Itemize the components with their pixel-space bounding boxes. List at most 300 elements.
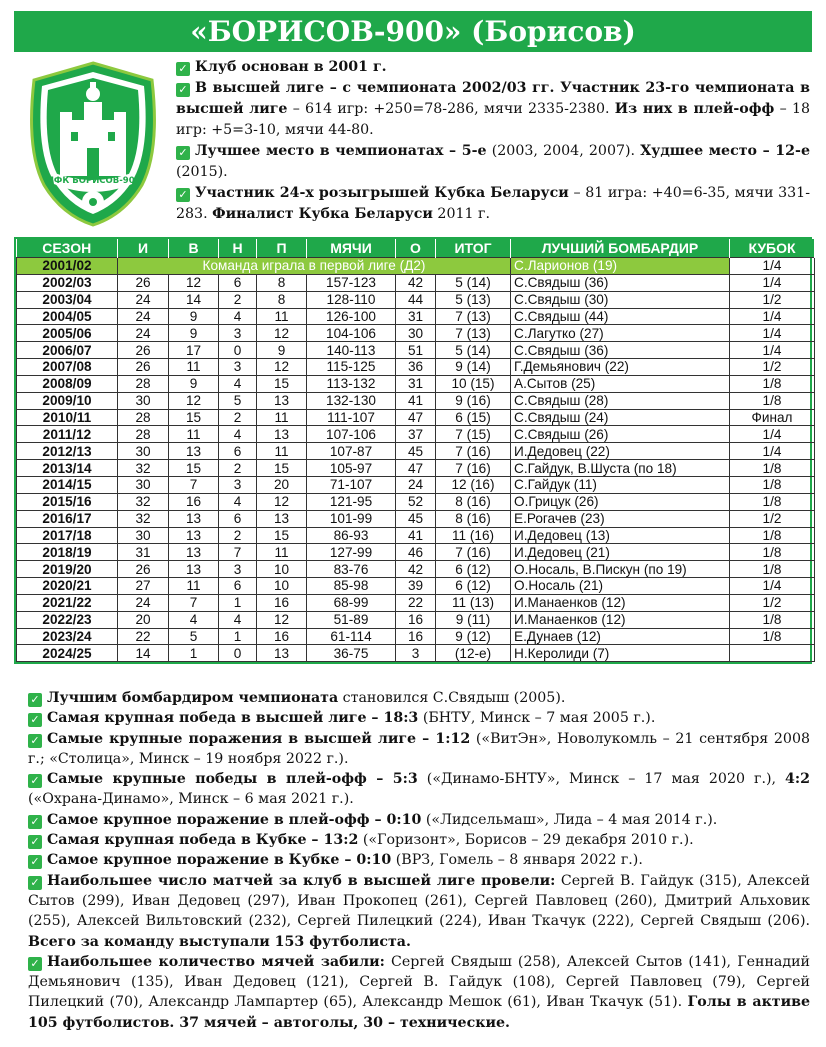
cell-season: 2006/07 [17,342,118,359]
table-row [17,476,815,493]
cell-goals: 128-110 [307,291,396,308]
facts-paragraph [28,830,810,850]
cell-season: 2024/25 [17,645,118,662]
cell-draws: 0 [219,342,257,359]
cell-goals: 121-95 [307,493,396,510]
checkmark-icon: ✓ [176,146,190,160]
cell-games: 20 [118,611,169,628]
cell-scorer: С.Лагутко (27) [511,325,730,342]
cell-season: 2003/04 [17,291,118,308]
column-header: В [169,239,219,258]
cell-wins: 13 [169,527,219,544]
cell-scorer: С.Свядыш (44) [511,308,730,325]
cell-cup: 1/8 [730,527,815,544]
cell-losses: 13 [257,645,307,662]
cell-losses: 10 [257,578,307,595]
cell-result: 9 (12) [436,628,511,645]
cell-season: 2014/15 [17,476,118,493]
table-row [17,493,815,510]
cell-losses: 8 [257,274,307,291]
cell-draws: 4 [219,426,257,443]
cell-cup: 1/4 [730,342,815,359]
cell-games: 30 [118,443,169,460]
cell-games: 24 [118,308,169,325]
facts-paragraph [28,810,810,830]
intro-bold-text: В высшей лиге – с чемпионата 2002/03 гг. Участник 23-го чемпионата в высшей лиге [176,80,810,117]
cell-losses: 11 [257,409,307,426]
cell-result: 7 (16) [436,443,511,460]
cell-games: 24 [118,325,169,342]
cell-cup [730,645,815,662]
cell-games: 28 [118,409,169,426]
cell-season: 2005/06 [17,325,118,342]
cell-cup: 1/4 [730,578,815,595]
cell-season: 2002/03 [17,274,118,291]
cell-points: 16 [396,611,436,628]
cell-points: 45 [396,443,436,460]
cell-losses: 13 [257,510,307,527]
table-row [17,274,815,291]
cell-season: 2011/12 [17,426,118,443]
facts-text: («ВитЭн», Новолукомль – 21 сентября 2008 г.; «Столица», Минск – 19 ноября 2022 г.). [28,730,810,767]
cell-draws: 6 [219,510,257,527]
cell-draws: 5 [219,392,257,409]
table-row [17,578,815,595]
cell-losses: 15 [257,527,307,544]
cell-points: 39 [396,578,436,595]
facts-bold-text: Самое крупное поражение в плей-офф – 0:10 [47,811,422,828]
cell-losses: 12 [257,325,307,342]
facts-bold-text: 4:2 [785,771,810,788]
checkmark-icon: ✓ [28,957,42,971]
facts-paragraph [28,729,810,770]
cell-games: 28 [118,375,169,392]
cell-losses: 20 [257,476,307,493]
cell-result: 6 (15) [436,409,511,426]
cell-season: 2023/24 [17,628,118,645]
cell-goals: 105-97 [307,460,396,477]
facts-paragraph [28,688,810,708]
page-title: «БОРИСОВ-900» (Борисов) [14,11,812,52]
cell-draws: 1 [219,594,257,611]
cell-goals: 86-93 [307,527,396,544]
cell-cup: 1/2 [730,594,815,611]
cell-scorer: И.Манаенков (12) [511,611,730,628]
cell-wins: 15 [169,460,219,477]
cell-goals: 85-98 [307,578,396,595]
cell-result: 7 (13) [436,308,511,325]
table-row [17,375,815,392]
cell-result: 5 (14) [436,274,511,291]
cell-result: 6 (12) [436,561,511,578]
cell-games: 28 [118,426,169,443]
cell-result: 8 (16) [436,510,511,527]
cell-points: 51 [396,342,436,359]
cell-result: 12 (16) [436,476,511,493]
cell-points: 52 [396,493,436,510]
table-row [17,392,815,409]
checkmark-icon: ✓ [28,774,42,788]
facts-bold-text: Самые крупные победы в плей-офф – 5:3 [47,771,418,788]
cell-wins: 5 [169,628,219,645]
cell-points: 3 [396,645,436,662]
cell-losses: 12 [257,359,307,376]
cell-cup: 1/8 [730,561,815,578]
cell-goals: 127-99 [307,544,396,561]
cell-losses: 10 [257,561,307,578]
column-header: СЕЗОН [17,239,118,258]
cell-note: Команда играла в первой лиге (Д2) [118,258,511,275]
cell-draws: 2 [219,409,257,426]
cell-games: 14 [118,645,169,662]
cell-season: 2001/02 [17,258,118,275]
cell-result: 5 (13) [436,291,511,308]
table-row [17,443,815,460]
cell-scorer: С.Гайдук (11) [511,476,730,493]
cell-losses: 13 [257,392,307,409]
cell-wins: 1 [169,645,219,662]
cell-goals: 51-89 [307,611,396,628]
cell-scorer: А.Сытов (25) [511,375,730,392]
table-row [17,611,815,628]
cell-scorer: С.Свядыш (30) [511,291,730,308]
cell-points: 22 [396,594,436,611]
cell-cup: 1/8 [730,460,815,477]
intro-text: – 81 игра: +40=6-35, мячи 331-283. [176,185,810,222]
cell-scorer: И.Манаенков (12) [511,594,730,611]
cell-result: 11 (13) [436,594,511,611]
intro-bold-text: Участник 24-х розыгрышей Кубка Беларуси [195,185,569,201]
cell-goals: 157-123 [307,274,396,291]
cell-cup: 1/8 [730,476,815,493]
cell-points: 30 [396,325,436,342]
cell-cup: 1/4 [730,274,815,291]
cell-games: 26 [118,561,169,578]
table-row [17,628,815,645]
cell-wins: 12 [169,274,219,291]
facts-bold-text: Голы в активе 105 футболистов. 37 мячей – автоголы, 30 – технические. [28,994,811,1031]
cell-season: 2017/18 [17,527,118,544]
table-row [17,291,815,308]
cell-scorer: С.Гайдук, В.Шуста (по 18) [511,460,730,477]
facts-text: становился С.Свядыш (2005). [338,690,566,706]
cell-wins: 11 [169,359,219,376]
cell-wins: 13 [169,561,219,578]
cell-scorer: С.Свядыш (26) [511,426,730,443]
cell-cup: 1/8 [730,375,815,392]
cell-goals: 68-99 [307,594,396,611]
cell-draws: 4 [219,308,257,325]
cell-scorer: И.Дедовец (21) [511,544,730,561]
cell-draws: 3 [219,325,257,342]
cell-goals: 107-106 [307,426,396,443]
cell-games: 27 [118,578,169,595]
table-row [17,426,815,443]
cell-wins: 13 [169,544,219,561]
cell-draws: 2 [219,527,257,544]
table-body [17,258,815,662]
cell-draws: 2 [219,291,257,308]
cell-cup: 1/4 [730,443,815,460]
cell-goals: 132-130 [307,392,396,409]
club-summary [176,57,810,225]
cell-points: 37 [396,426,436,443]
facts-text: (ВРЗ, Гомель – 8 января 2022 г.). [391,852,643,869]
cell-draws: 4 [219,375,257,392]
checkmark-icon: ✓ [176,83,190,97]
cell-cup: 1/8 [730,611,815,628]
cell-result: 9 (11) [436,611,511,628]
cell-scorer: Г.Демьянович (22) [511,359,730,376]
column-header: П [257,239,307,258]
cell-result: 11 (16) [436,527,511,544]
cell-wins: 11 [169,578,219,595]
cell-games: 26 [118,274,169,291]
column-header: КУБОК [730,239,815,258]
cell-season: 2009/10 [17,392,118,409]
cell-games: 26 [118,359,169,376]
table-row [17,527,815,544]
cell-losses: 9 [257,342,307,359]
cell-scorer: С.Свядыш (36) [511,274,730,291]
cell-points: 47 [396,409,436,426]
cell-games: 30 [118,527,169,544]
facts-text: Сергей В. Гайдук (315), Алексей Сытов (299), Иван Дедовец (297), Иван Прокопец (261), Сергей Павловец (260), Дмитрий Альховик (255), Алексей Вильтовский (232), Сергей Пилецкий (224), Иван Ткачук (222), Сергей Свядыш (206). [28,872,811,930]
cell-season: 2007/08 [17,359,118,376]
cell-scorer: С.Свядыш (28) [511,392,730,409]
cell-draws: 6 [219,274,257,291]
checkmark-icon: ✓ [28,835,42,849]
column-header: И [118,239,169,258]
club-records [28,688,810,1033]
cell-games: 26 [118,342,169,359]
facts-paragraph [28,769,810,810]
cell-games: 22 [118,628,169,645]
cell-goals: 61-114 [307,628,396,645]
cell-losses: 11 [257,443,307,460]
intro-text: (2003, 2004, 2007). [486,143,641,159]
cell-wins: 4 [169,611,219,628]
cell-draws: 6 [219,578,257,595]
cell-wins: 9 [169,325,219,342]
cell-scorer: Е.Рогачев (23) [511,510,730,527]
table-row [17,308,815,325]
facts-paragraph [28,708,810,728]
cell-season: 2018/19 [17,544,118,561]
intro-paragraph [176,57,810,78]
cell-result: 7 (13) [436,325,511,342]
cell-draws: 0 [219,645,257,662]
cell-wins: 12 [169,392,219,409]
cell-draws: 4 [219,493,257,510]
cell-games: 24 [118,291,169,308]
intro-bold-text: Из них в плей-офф [614,101,775,117]
table-row [17,460,815,477]
table-row-first-league [17,258,815,275]
cell-cup: 1/4 [730,426,815,443]
facts-paragraph [28,850,810,870]
intro-bold-text: Финалист Кубка Беларуси [212,206,433,222]
checkmark-icon: ✓ [28,855,42,869]
cell-points: 45 [396,510,436,527]
intro-bold-text: Клуб основан в 2001 г. [195,59,387,75]
cell-games: 24 [118,594,169,611]
intro-text: (2015). [176,164,228,180]
cell-season: 2015/16 [17,493,118,510]
cell-wins: 7 [169,594,219,611]
cell-points: 41 [396,392,436,409]
cell-season: 2021/22 [17,594,118,611]
cell-cup: Финал [730,409,815,426]
cell-losses: 15 [257,460,307,477]
cell-games: 30 [118,476,169,493]
column-header: О [396,239,436,258]
cell-points: 44 [396,291,436,308]
cell-scorer: С.Свядыш (36) [511,342,730,359]
cell-cup: 1/8 [730,493,815,510]
table-row [17,645,815,662]
facts-text: («Динамо-БНТУ», Минск – 17 мая 2020 г.), [417,771,786,788]
intro-paragraph [176,141,810,183]
cell-scorer: И.Дедовец (13) [511,527,730,544]
cell-result: 9 (16) [436,392,511,409]
cell-scorer: О.Носаль (21) [511,578,730,595]
checkmark-icon: ✓ [28,693,42,707]
cell-result: 6 (12) [436,578,511,595]
cell-scorer: И.Дедовец (22) [511,443,730,460]
cell-result: 5 (14) [436,342,511,359]
cell-result: 8 (16) [436,493,511,510]
cell-cup: 1/2 [730,359,815,376]
table-row [17,544,815,561]
cell-result: 10 (15) [436,375,511,392]
table-row [17,342,815,359]
facts-paragraph [28,952,810,1033]
cell-season: 2020/21 [17,578,118,595]
cell-cup: 1/8 [730,628,815,645]
intro-text: 2011 г. [432,206,490,222]
facts-bold-text: Самая крупная победа в высшей лиге – 18:3 [47,710,419,727]
cell-points: 41 [396,527,436,544]
intro-text: – 614 игр: +250=78-286, мячи 2335-2380. [287,101,615,117]
logo-text: МФК БОРИСОВ-900 [45,176,141,186]
cell-wins: 16 [169,493,219,510]
cell-wins: 17 [169,342,219,359]
cell-result: 9 (14) [436,359,511,376]
checkmark-icon: ✓ [28,876,42,890]
cell-points: 16 [396,628,436,645]
checkmark-icon: ✓ [28,713,42,727]
cell-season: 2016/17 [17,510,118,527]
cell-losses: 12 [257,493,307,510]
cell-goals: 107-87 [307,443,396,460]
cell-season: 2004/05 [17,308,118,325]
intro-bold-text: Лучшее место в чемпионатах – 5-е [195,143,487,159]
cell-points: 42 [396,561,436,578]
checkmark-icon: ✓ [28,734,42,748]
cell-wins: 11 [169,426,219,443]
facts-bold-text: Самое крупное поражение в Кубке – 0:10 [47,852,392,869]
cell-result: (12-е) [436,645,511,662]
facts-bold-text: Наибольшее количество мячей забили: [47,953,385,970]
column-header: ИТОГ [436,239,511,258]
cell-games: 30 [118,392,169,409]
intro-paragraph [176,78,810,141]
cell-games: 32 [118,493,169,510]
cell-wins: 15 [169,409,219,426]
seasons-table [16,239,815,662]
facts-bold-text: Самые крупные поражения в высшей лиге – 1:12 [47,730,471,747]
cell-draws: 4 [219,611,257,628]
cell-season: 2012/13 [17,443,118,460]
checkmark-icon: ✓ [176,62,190,76]
cell-cup: 1/8 [730,392,815,409]
facts-text: Сергей Свядыш (258), Алексей Сытов (141), Геннадий Демьянович (135), Иван Дедовец (121), Сергей В. Гайдук (108), Сергей Павловец (79), Сергей Пилецкий (70), Александр Лампартер (65), Александр Мешок (61), Иван Ткачук (51). [28,953,811,1011]
cell-losses: 11 [257,544,307,561]
cell-points: 31 [396,308,436,325]
cell-goals: 36-75 [307,645,396,662]
table-row [17,325,815,342]
cell-goals: 126-100 [307,308,396,325]
column-header: МЯЧИ [307,239,396,258]
cell-cup: 1/8 [730,544,815,561]
club-logo [24,60,162,228]
cell-goals: 101-99 [307,510,396,527]
cell-games: 32 [118,510,169,527]
facts-paragraph [28,871,810,952]
facts-bold-text: Всего за команду выступали 153 футболиста. [28,933,411,950]
cell-goals: 115-125 [307,359,396,376]
cell-points: 46 [396,544,436,561]
cell-scorer: С.Ларионов (19) [511,258,730,275]
cell-points: 24 [396,476,436,493]
cell-result: 7 (16) [436,544,511,561]
table-row [17,561,815,578]
cell-season: 2019/20 [17,561,118,578]
cell-points: 47 [396,460,436,477]
cell-draws: 3 [219,476,257,493]
cell-losses: 16 [257,628,307,645]
cell-points: 36 [396,359,436,376]
cell-goals: 104-106 [307,325,396,342]
cell-points: 31 [396,375,436,392]
cell-season: 2008/09 [17,375,118,392]
cell-points: 42 [396,274,436,291]
cell-cup: 1/4 [730,258,815,275]
cell-losses: 11 [257,308,307,325]
cell-games: 31 [118,544,169,561]
facts-bold-text: Лучшим бомбардиром чемпионата [47,690,339,706]
cell-goals: 111-107 [307,409,396,426]
column-header: Н [219,239,257,258]
cell-goals: 71-107 [307,476,396,493]
cell-losses: 12 [257,611,307,628]
cell-scorer: О.Грицук (26) [511,493,730,510]
cell-wins: 13 [169,510,219,527]
cell-draws: 2 [219,460,257,477]
intro-bold-text: Худшее место – 12-е [640,143,810,159]
cell-cup: 1/2 [730,291,815,308]
cell-scorer: Е.Дунаев (12) [511,628,730,645]
checkmark-icon: ✓ [28,815,42,829]
table-row [17,409,815,426]
facts-bold-text: Наибольшее число матчей за клуб в высшей лиге провели: [47,872,556,889]
cell-games: 32 [118,460,169,477]
cell-cup: 1/4 [730,308,815,325]
cell-goals: 140-113 [307,342,396,359]
cell-result: 7 (16) [436,460,511,477]
intro-text: – 18 игр: +5=3-10, мячи 44-80. [176,101,811,138]
